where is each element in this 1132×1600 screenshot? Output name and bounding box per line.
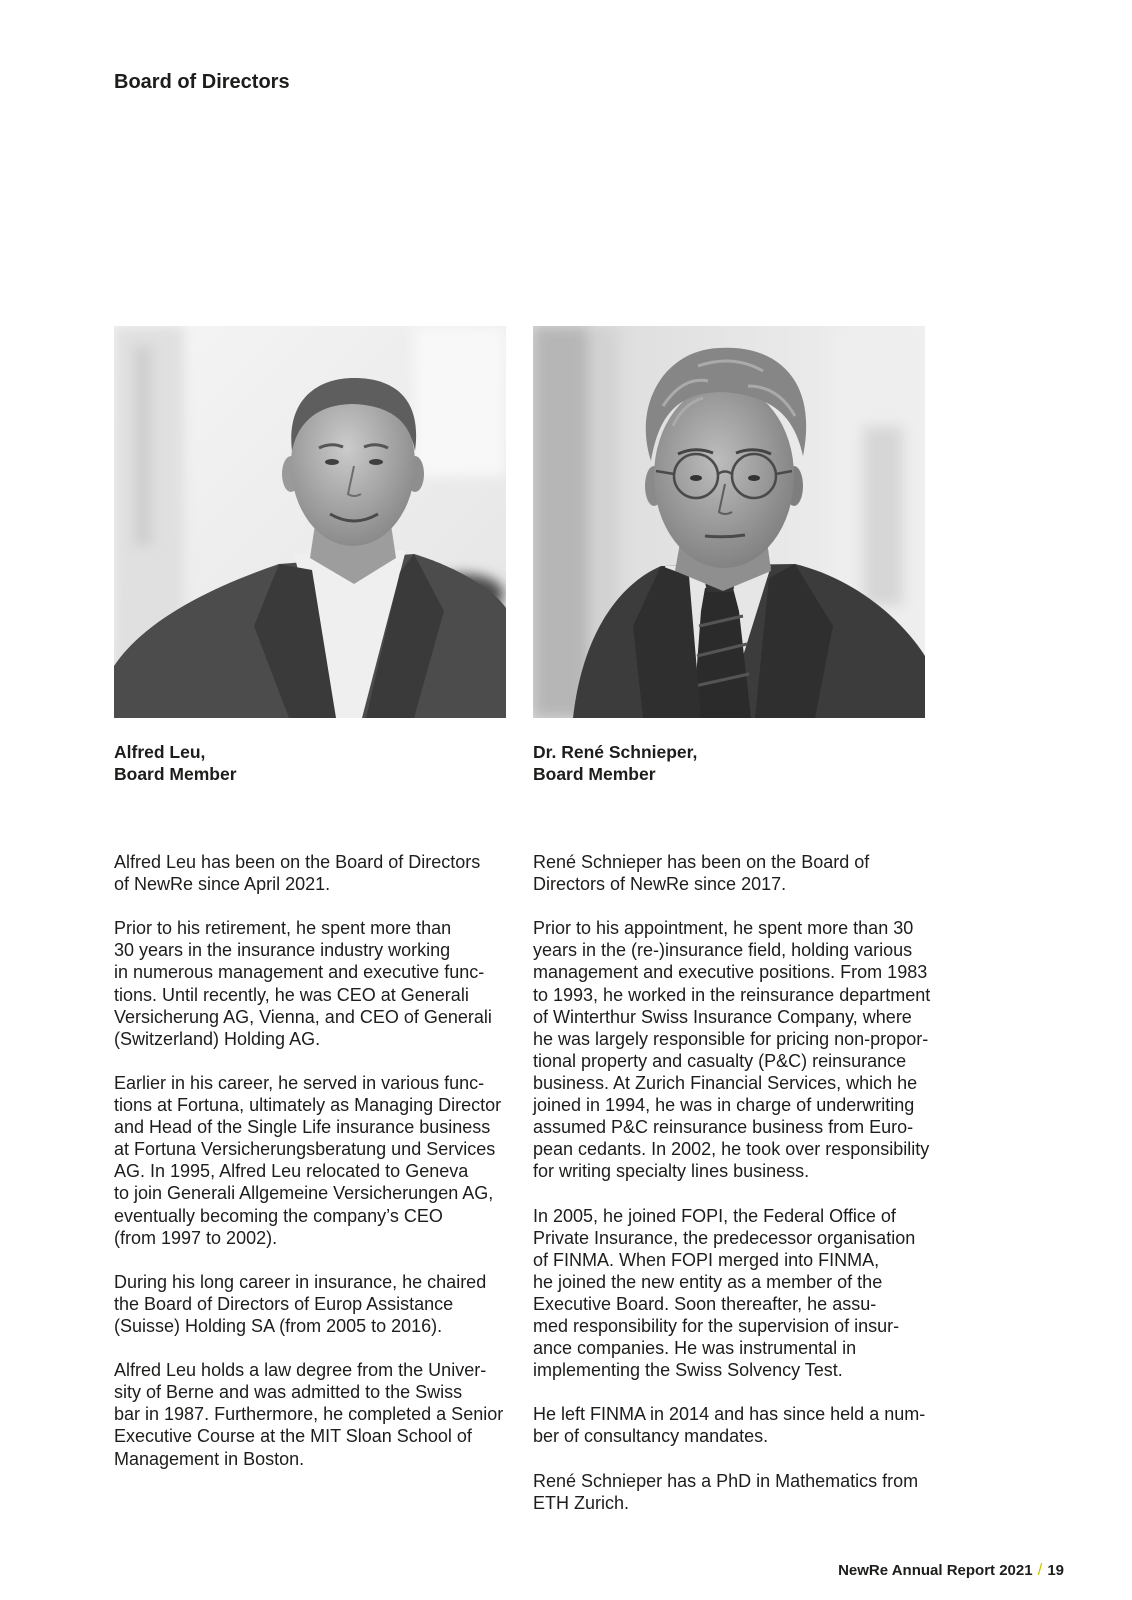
bio-line: tions. Until recently, he was CEO at Generali — [114, 984, 469, 1005]
bio-paragraph — [533, 851, 933, 895]
bio-paragraph — [533, 917, 933, 1182]
bio-line: management and executive positions. From 1983 — [533, 962, 928, 983]
bio-column-rene-schnieper — [533, 851, 933, 1536]
bio-line: Alfred Leu holds a law degree from the Univer- — [114, 1360, 487, 1381]
bio-line: of FINMA. When FOPI merged into FINMA, — [533, 1249, 880, 1270]
bio-line: the Board of Directors of Europ Assistance — [114, 1293, 454, 1314]
section-title: Board of Directors — [114, 71, 290, 93]
member-caption-alfred-leu — [114, 741, 237, 785]
bio-line: Executive Course at the MIT Sloan School of — [114, 1426, 472, 1447]
bio-line: bar in 1987. Furthermore, he completed a Senior — [114, 1404, 504, 1425]
bio-column-alfred-leu — [114, 851, 514, 1492]
bio-line: years in the (re-)insurance field, holding various — [533, 940, 913, 961]
bio-line: business. At Zurich Financial Services, which he — [533, 1072, 918, 1093]
bio-line: pean cedants. In 2002, he took over responsibility — [533, 1139, 930, 1160]
bio-line: Private Insurance, the predecessor organisation — [533, 1227, 916, 1248]
bio-line: In 2005, he joined FOPI, the Federal Office of — [533, 1205, 896, 1226]
member-caption-rene-schnieper — [533, 741, 697, 785]
bio-line: eventually becoming the company’s CEO — [114, 1205, 443, 1226]
bio-line: (Suisse) Holding SA (from 2005 to 2016). — [114, 1315, 443, 1336]
bio-line: ETH Zurich. — [533, 1492, 630, 1513]
report-title: NewRe Annual Report 2021 — [838, 1562, 1033, 1579]
bio-paragraph — [114, 1359, 514, 1469]
bio-line: to 1993, he worked in the reinsurance department — [533, 984, 931, 1005]
bio-line: Directors of NewRe since 2017. — [533, 874, 787, 895]
bio-line: joined in 1994, he was in charge of underwriting — [533, 1095, 915, 1116]
bio-line: he joined the new entity as a member of the — [533, 1271, 883, 1292]
member-role: Board Member — [114, 764, 237, 784]
bio-line: During his long career in insurance, he chaired — [114, 1271, 487, 1292]
bio-paragraph — [114, 851, 514, 895]
bio-line: med responsibility for the supervision of insur- — [533, 1315, 900, 1336]
bio-paragraph — [114, 1271, 514, 1337]
bio-line: he was largely responsible for pricing non-propor- — [533, 1028, 929, 1049]
portrait-photo-alfred-leu — [114, 326, 506, 718]
bio-line: in numerous management and executive func- — [114, 962, 485, 983]
bio-line: René Schnieper has a PhD in Mathematics from — [533, 1470, 919, 1491]
bio-line: Versicherung AG, Vienna, and CEO of Generali — [114, 1006, 492, 1027]
bio-line: of NewRe since April 2021. — [114, 874, 331, 895]
bio-paragraph — [114, 1072, 514, 1249]
bio-line: Executive Board. Soon thereafter, he assu- — [533, 1293, 877, 1314]
bio-line: and Head of the Single Life insurance business — [114, 1117, 491, 1138]
bio-line: René Schnieper has been on the Board of — [533, 852, 870, 872]
bio-line: He left FINMA in 2014 and has since held a num- — [533, 1404, 926, 1425]
bio-line: 30 years in the insurance industry working — [114, 940, 451, 961]
bio-line: Prior to his appointment, he spent more than 30 — [533, 918, 914, 939]
bio-line: of Winterthur Swiss Insurance Company, where — [533, 1006, 912, 1027]
bio-line: ance companies. He was instrumental in — [533, 1338, 857, 1359]
bio-line: sity of Berne and was admitted to the Swiss — [114, 1382, 463, 1403]
bio-line: tional property and casualty (P&C) reinsurance — [533, 1050, 907, 1071]
footer-separator: / — [1037, 1560, 1043, 1579]
bio-paragraph — [114, 917, 514, 1050]
bio-line: tions at Fortuna, ultimately as Managing Director — [114, 1095, 502, 1116]
bio-line: Management in Boston. — [114, 1448, 305, 1469]
bio-line: at Fortuna Versicherungsberatung und Services — [114, 1139, 496, 1160]
bio-line: assumed P&C reinsurance business from Euro- — [533, 1117, 914, 1138]
bio-line: ber of consultancy mandates. — [533, 1426, 769, 1447]
page-number: 19 — [1047, 1562, 1064, 1579]
bio-line: Earlier in his career, he served in various func- — [114, 1072, 485, 1093]
bio-paragraph — [533, 1403, 933, 1447]
bio-paragraph — [533, 1470, 933, 1514]
member-role: Board Member — [533, 764, 656, 784]
bio-line: to join Generali Allgemeine Versicherungen AG, — [114, 1183, 494, 1204]
member-name: Alfred Leu, — [114, 742, 206, 762]
bio-line: AG. In 1995, Alfred Leu relocated to Geneva — [114, 1161, 469, 1182]
bio-line: for writing specialty lines business. — [533, 1161, 810, 1182]
bio-line: (Switzerland) Holding AG. — [114, 1028, 321, 1049]
bio-line: Alfred Leu has been on the Board of Directors — [114, 852, 481, 872]
bio-line: Prior to his retirement, he spent more than — [114, 918, 452, 939]
bio-line: implementing the Swiss Solvency Test. — [533, 1360, 843, 1381]
portrait-photo-rene-schnieper — [533, 326, 925, 718]
bio-paragraph — [533, 1205, 933, 1382]
member-name: Dr. René Schnieper, — [533, 742, 698, 762]
bio-line: (from 1997 to 2002). — [114, 1227, 278, 1248]
page-footer — [838, 1560, 1064, 1581]
